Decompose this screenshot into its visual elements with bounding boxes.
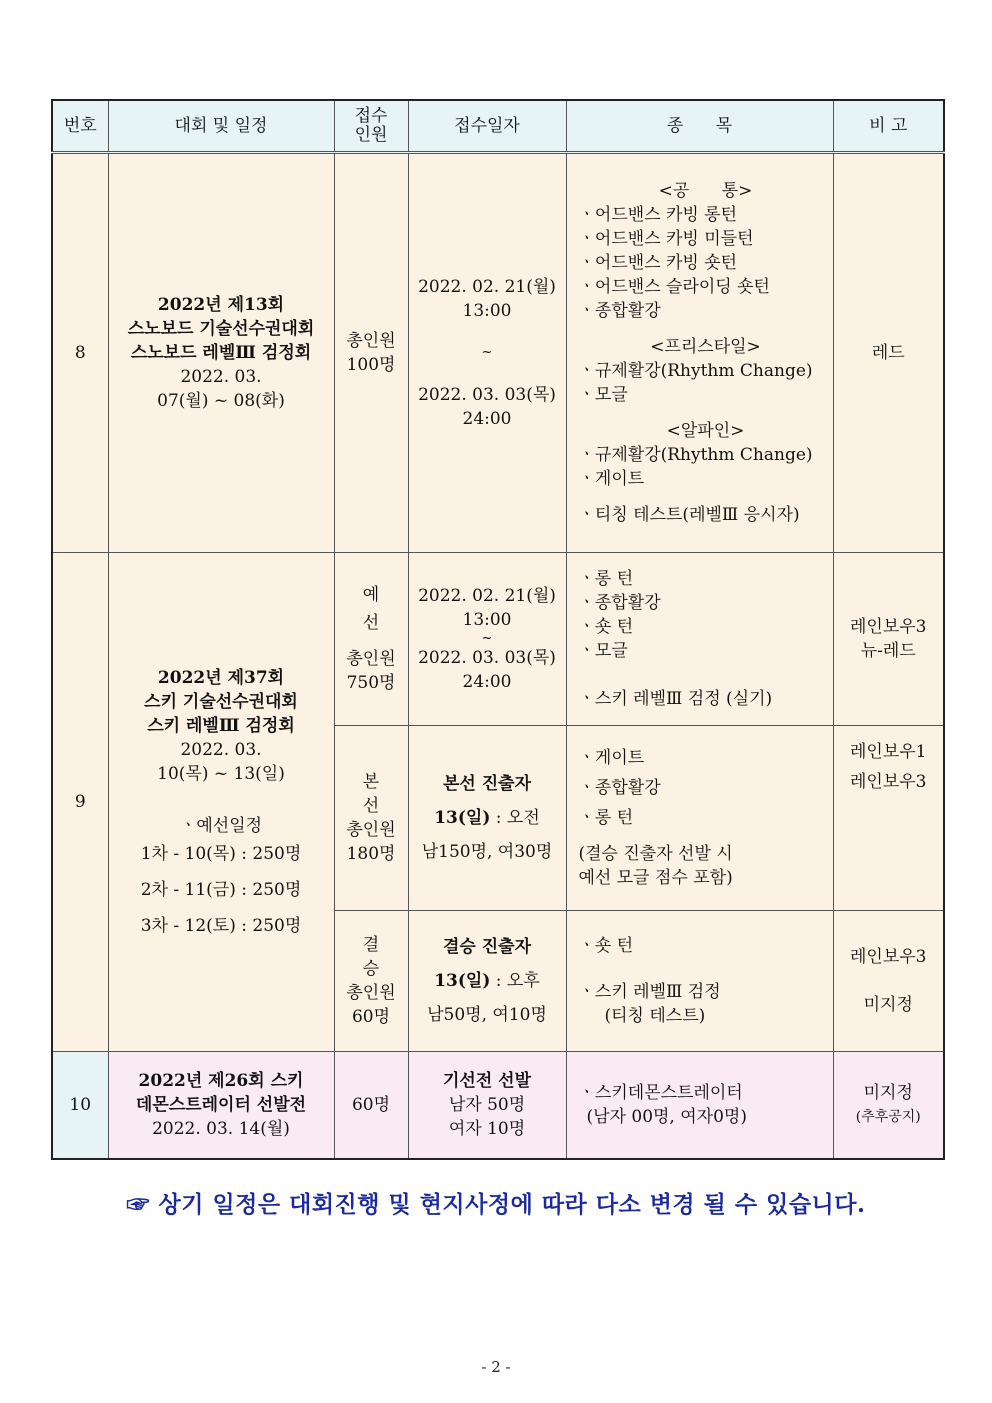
row8-date-line: 07(월) ~ 08(화) (157, 391, 285, 411)
row9-number: 9 (52, 553, 108, 1052)
row8-event-line: 스노보드 기술선수권대회 (127, 319, 315, 339)
row10-item: ㆍ스키데몬스트레이터 (578, 1083, 743, 1103)
row10-event (108, 1052, 334, 1160)
row9c-note (833, 911, 944, 1052)
row10-reg-line: 여자 10명 (448, 1119, 526, 1139)
row10-reg-date (408, 1052, 566, 1160)
row9c-quota-line: 승 (362, 959, 380, 979)
row9c-extra-line: ㆍ스키 레벨Ⅲ 검정 (578, 982, 721, 1002)
row8-note: 레드 (833, 153, 944, 553)
header-number: 번호 (52, 100, 108, 153)
row9b-quota (334, 726, 408, 911)
row9a-items (566, 553, 833, 726)
row9a-reg-line: ~ (481, 631, 493, 646)
row9b-items (566, 726, 833, 911)
row9a-reg-line: 2022. 02. 21(월) (418, 586, 556, 606)
row9a-reg-line: 24:00 (462, 672, 512, 692)
table-row-9-prelim (52, 553, 944, 726)
row8-reg-line: 24:00 (462, 409, 512, 429)
row8-alpine-item: ㆍ게이트 (578, 469, 645, 489)
row9b-reg-count: 남150명, 여30명 (421, 842, 553, 862)
row9b-quota-line: 총인원 (346, 820, 396, 840)
row9c-quota (334, 911, 408, 1052)
row9c-extra-line: (티칭 테스트) (604, 1006, 706, 1026)
header-reg-date: 접수일자 (408, 100, 566, 153)
row8-event (108, 153, 334, 553)
row9c-item: ㆍ숏 턴 (578, 936, 634, 956)
row9c-reg-time (409, 969, 566, 993)
row9a-note-line: 레인보우3 (849, 617, 927, 637)
row10-quota: 60명 (334, 1052, 408, 1160)
row8-quota-line: 총인원 (346, 331, 396, 351)
row9c-reg-day: 13(일) (434, 971, 491, 991)
row10-items (566, 1052, 833, 1160)
row9-event-line: 스키 기술선수권대회 (144, 692, 298, 712)
row8-common-item: ㆍ어드밴스 카빙 숏턴 (578, 253, 738, 273)
row8-common-title: <공 통> (658, 181, 753, 201)
row10-note (833, 1052, 944, 1160)
row10-reg-title: 기선전 선발 (442, 1071, 532, 1091)
row9c-quota-line: 60명 (351, 1007, 391, 1027)
row9a-quota (334, 553, 408, 726)
row9a-extra: ㆍ스키 레벨Ⅲ 검정 (실기) (578, 689, 773, 709)
header-row (52, 100, 944, 153)
row9b-note-line: 레인보우3 (849, 772, 927, 792)
row9b-note-line: 레인보우1 (849, 742, 927, 762)
header-quota (334, 100, 408, 153)
row9b-reg-period: : 오전 (490, 808, 540, 828)
row9a-item: ㆍ숏 턴 (578, 617, 634, 637)
row9a-reg-line: 13:00 (462, 610, 512, 630)
row9b-quota-line: 본 (362, 772, 380, 792)
row9b-quota-line: 선 (362, 796, 380, 816)
row8-number: 8 (52, 153, 108, 553)
row9b-item: ㆍ롱 턴 (578, 808, 634, 828)
row9b-reg-time (409, 806, 566, 830)
row8-reg-line: 2022. 02. 21(월) (418, 277, 556, 297)
row9a-quota-line: 750명 (346, 673, 396, 693)
row9c-reg-period: : 오후 (490, 971, 540, 991)
row9-event-line: 2022년 제37회 (157, 668, 285, 688)
row9b-extra-line: (결승 진출자 선발 시 (578, 844, 733, 864)
schedule-table (51, 99, 945, 1160)
header-items: 종 목 (566, 100, 833, 153)
row9a-item: ㆍ모글 (578, 641, 628, 661)
row9-event (108, 553, 334, 1052)
row9b-reg-date (408, 726, 566, 911)
row9a-item: ㆍ롱 턴 (578, 569, 634, 589)
row9c-reg-date (408, 911, 566, 1052)
row10-reg-line: 남자 50명 (448, 1095, 526, 1115)
row9-event-line: 스키 레벨Ⅲ 검정회 (147, 716, 295, 736)
row9b-note (833, 726, 944, 911)
row9a-note (833, 553, 944, 726)
row9-prelim-line: 3차 - 12(토) : 250명 (140, 916, 302, 936)
row9c-items (566, 911, 833, 1052)
row8-event-line: 스노보드 레벨Ⅲ 검정회 (130, 343, 312, 363)
row9a-reg-line: 2022. 03. 03(목) (418, 648, 556, 668)
row9c-reg-count: 남50명, 여10명 (427, 1005, 547, 1025)
row9-prelim-line: 2차 - 11(금) : 250명 (140, 880, 302, 900)
row8-free-item: ㆍ규제활강(Rhythm Change) (578, 361, 813, 381)
row9a-quota-line: 선 (362, 613, 380, 633)
row9c-quota-line: 총인원 (346, 983, 396, 1003)
row9a-quota-line: 예 (362, 585, 380, 605)
table-row-8 (52, 153, 944, 553)
row9a-reg-date (408, 553, 566, 726)
row10-number: 10 (52, 1052, 108, 1160)
row8-reg-line: ~ (481, 345, 493, 360)
row9a-quota-line: 총인원 (346, 649, 396, 669)
row8-items (566, 153, 833, 553)
row9c-note-line: 레인보우3 (849, 947, 927, 967)
page-number: - 2 - (481, 1358, 511, 1376)
row8-reg-line: 2022. 03. 03(목) (418, 385, 556, 405)
header-quota-line1: 접수 (354, 106, 388, 126)
row9b-item: ㆍ종합활강 (578, 778, 661, 798)
row9a-note-line: 뉴-레드 (860, 641, 916, 661)
row9-prelim-line: 1차 - 10(목) : 250명 (140, 844, 302, 864)
row8-alpine-item: ㆍ규제활강(Rhythm Change) (578, 445, 813, 465)
row10-note-main: 미지정 (863, 1083, 913, 1103)
table-row-10 (52, 1052, 944, 1160)
header-note: 비 고 (833, 100, 944, 153)
row8-quota-line: 100명 (346, 355, 396, 375)
row10-event-line: 2022년 제26회 스키 (138, 1071, 304, 1091)
row10-note-small: (추후공지) (855, 1109, 921, 1125)
row8-free-title: <프리스타일> (650, 337, 761, 357)
header-quota-line2: 인원 (354, 125, 388, 145)
row9c-reg-title: 결승 진출자 (442, 937, 532, 957)
row8-common-item: ㆍ어드밴스 카빙 롱턴 (578, 205, 738, 225)
row9b-item: ㆍ게이트 (578, 748, 645, 768)
row10-event-line: 데몬스트레이터 선발전 (135, 1095, 307, 1115)
row8-reg-date (408, 153, 566, 553)
schedule-change-notice: ☞ 상기 일정은 대회진행 및 현지사정에 따라 다소 변경 될 수 있습니다. (126, 1191, 866, 1218)
row8-common-item: ㆍ어드밴스 슬라이딩 숏턴 (578, 277, 770, 297)
row9a-item: ㆍ종합활강 (578, 593, 661, 613)
row9c-note-line: 미지정 (863, 995, 913, 1015)
row8-date-line: 2022. 03. (180, 367, 262, 387)
row8-free-item: ㆍ모글 (578, 385, 628, 405)
row8-alpine-title: <알파인> (666, 421, 745, 441)
row9-date-line: 10(목) ~ 13(일) (157, 764, 285, 784)
row10-date: 2022. 03. 14(월) (152, 1119, 290, 1139)
row9b-extra-line: 예선 모글 점수 포함) (578, 868, 733, 888)
row9b-reg-day: 13(일) (434, 808, 491, 828)
row8-common-item: ㆍ어드밴스 카빙 미들턴 (578, 229, 754, 249)
row9-date-line: 2022. 03. (180, 740, 262, 760)
row8-event-line: 2022년 제13회 (157, 295, 285, 315)
row8-quota (334, 153, 408, 553)
row9b-reg-title: 본선 진출자 (442, 774, 532, 794)
header-event: 대회 및 일정 (108, 100, 334, 153)
row9-prelim-title: ㆍ예선일정 (179, 816, 263, 836)
row10-item: (남자 00명, 여자0명) (586, 1107, 747, 1127)
row9c-quota-line: 결 (362, 935, 380, 955)
row8-common-item: ㆍ종합활강 (578, 301, 661, 321)
row8-reg-line: 13:00 (462, 301, 512, 321)
row9b-quota-line: 180명 (346, 844, 396, 864)
row8-teaching: ㆍ티칭 테스트(레벨Ⅲ 응시자) (578, 505, 800, 525)
